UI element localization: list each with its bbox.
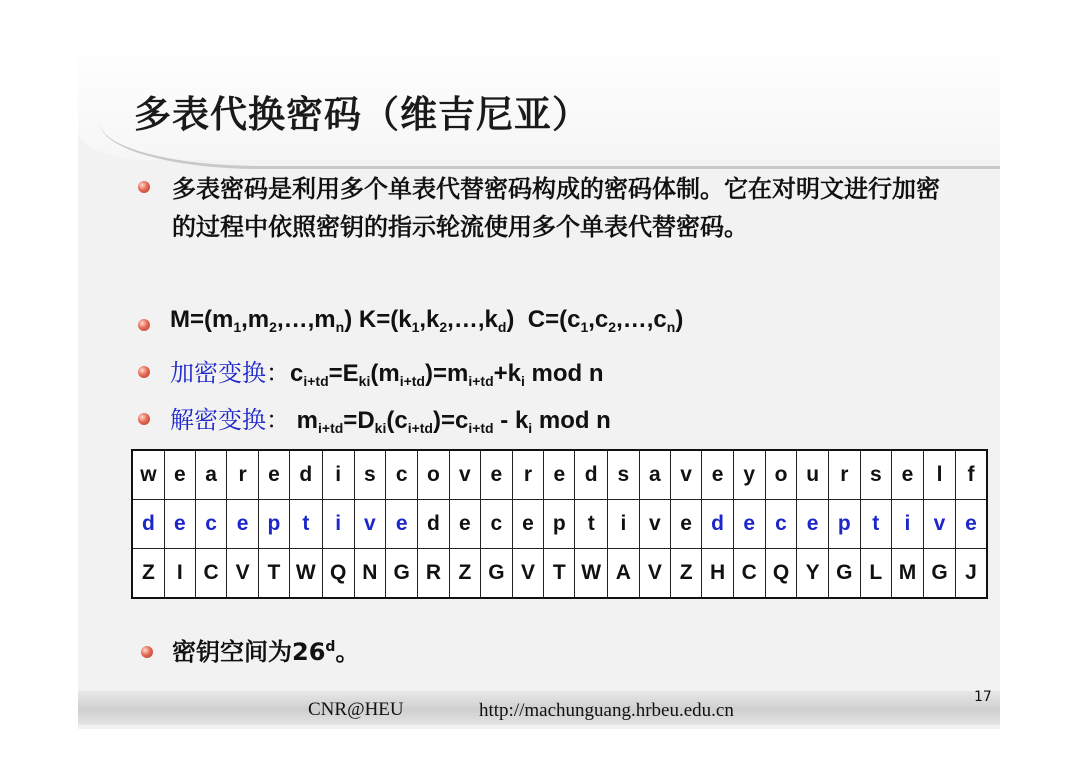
table-cell: i bbox=[608, 500, 640, 549]
page-number: 17 bbox=[974, 689, 992, 705]
table-cell: i bbox=[891, 500, 923, 549]
table-cell: d bbox=[575, 450, 608, 500]
table-cell: r bbox=[828, 450, 860, 500]
intro-paragraph: 多表密码是利用多个单表代替密码构成的密码体制。它在对明文进行加密的过程中依照密钥的指示轮流使用多个单表代替密码。 bbox=[172, 175, 940, 241]
table-cell: e bbox=[702, 450, 734, 500]
bullet-dot-icon bbox=[138, 413, 150, 425]
table-cell: V bbox=[227, 549, 258, 599]
table-cell: e bbox=[733, 500, 765, 549]
table-cell: Z bbox=[449, 549, 480, 599]
table-cell: p bbox=[544, 500, 575, 549]
table-cell: p bbox=[258, 500, 289, 549]
table-cell: u bbox=[797, 450, 828, 500]
table-cell: s bbox=[608, 450, 640, 500]
table-cell: R bbox=[418, 549, 450, 599]
table-cell: t bbox=[860, 500, 891, 549]
table-cell: e bbox=[164, 450, 195, 500]
table-cell: o bbox=[418, 450, 450, 500]
table-cell: G bbox=[924, 549, 956, 599]
table-cell: d bbox=[418, 500, 450, 549]
bullet-dot-icon bbox=[138, 181, 150, 193]
table-cell: V bbox=[639, 549, 670, 599]
params-line bbox=[170, 306, 683, 335]
table-cell: e bbox=[258, 450, 289, 500]
key-row bbox=[132, 500, 987, 549]
footer-org: CNR@HEU bbox=[308, 699, 404, 720]
table-cell: i bbox=[322, 450, 354, 500]
param-m: $M=(m_1,m_2,\dots,m_n)$ bbox=[170, 306, 353, 335]
keyspace-line: 密钥空间为26$^d$。 bbox=[172, 638, 360, 666]
table-cell: t bbox=[289, 500, 322, 549]
table-cell: v bbox=[924, 500, 956, 549]
table-cell: e bbox=[797, 500, 828, 549]
table-cell: i bbox=[322, 500, 354, 549]
table-cell: d bbox=[132, 500, 164, 549]
table-cell: e bbox=[386, 500, 418, 549]
table-cell: G bbox=[480, 549, 512, 599]
table-cell: r bbox=[512, 450, 543, 500]
vigenere-table bbox=[131, 449, 988, 599]
encrypt-formula: $c_{i+td}=E_{ki}(m_{i+td})=m_{i+td}+k_i$ mod n bbox=[290, 360, 604, 389]
table-cell: e bbox=[512, 500, 543, 549]
decrypt-formula: $m_{i+td}=D_{ki}(c_{i+td})=c_{i+td} - k_i$ mod n bbox=[296, 407, 611, 436]
table-cell: l bbox=[924, 450, 956, 500]
table-cell: p bbox=[828, 500, 860, 549]
table-cell: Q bbox=[765, 549, 797, 599]
bullet-dot-icon bbox=[141, 646, 153, 658]
table-cell: e bbox=[671, 500, 702, 549]
table-cell: e bbox=[164, 500, 195, 549]
table-cell: e bbox=[227, 500, 258, 549]
table-cell: C bbox=[195, 549, 227, 599]
table-cell: d bbox=[289, 450, 322, 500]
decrypt-label: 解密变换 bbox=[170, 406, 266, 434]
table-cell: e bbox=[955, 500, 987, 549]
footer-url: http://machunguang.hrbeu.edu.cn bbox=[479, 700, 734, 721]
bullet-dot-icon bbox=[138, 319, 150, 331]
table-cell: T bbox=[258, 549, 289, 599]
table-cell: Y bbox=[797, 549, 828, 599]
table-cell: A bbox=[608, 549, 640, 599]
slide-title: 多表代换密码（维吉尼亚） bbox=[134, 93, 590, 136]
table-cell: H bbox=[702, 549, 734, 599]
table-cell: I bbox=[164, 549, 195, 599]
table-cell: c bbox=[195, 500, 227, 549]
table-cell: V bbox=[512, 549, 543, 599]
table-cell: W bbox=[575, 549, 608, 599]
table-cell: e bbox=[449, 500, 480, 549]
table-cell: M bbox=[891, 549, 923, 599]
table-cell: N bbox=[354, 549, 386, 599]
table-cell: c bbox=[480, 500, 512, 549]
table-cell: c bbox=[386, 450, 418, 500]
table-cell: f bbox=[955, 450, 987, 500]
table-cell: s bbox=[354, 450, 386, 500]
table-cell: W bbox=[289, 549, 322, 599]
table-cell: t bbox=[575, 500, 608, 549]
table-cell: a bbox=[639, 450, 670, 500]
table-cell: r bbox=[227, 450, 258, 500]
param-c: $C=(c_1,c_2,\dots,c_n)$ bbox=[527, 306, 684, 335]
encrypt-label: 加密变换 bbox=[170, 359, 266, 387]
table-cell: T bbox=[544, 549, 575, 599]
table-cell: w bbox=[132, 450, 164, 500]
table-cell: e bbox=[480, 450, 512, 500]
encrypt-line: 加密变换：$c_{i+td}=E_{ki}(m_{i+td})=m_{i+td}+k_i$ mod n bbox=[170, 359, 604, 389]
table-cell: G bbox=[828, 549, 860, 599]
table-cell: e bbox=[544, 450, 575, 500]
table-cell: Q bbox=[322, 549, 354, 599]
decrypt-line: 解密变换： $m_{i+td}=D_{ki}(c_{i+td})=c_{i+td} - k_i$ mod n bbox=[170, 406, 611, 436]
table-cell: y bbox=[733, 450, 765, 500]
table-cell: G bbox=[386, 549, 418, 599]
table-cell: v bbox=[671, 450, 702, 500]
bullet-dot-icon bbox=[138, 366, 150, 378]
table-cell: v bbox=[354, 500, 386, 549]
table-cell: a bbox=[195, 450, 227, 500]
table-cell: o bbox=[765, 450, 797, 500]
table-cell: Z bbox=[132, 549, 164, 599]
param-k: $K=(k_1,k_2,\dots,k_d)$ bbox=[358, 306, 515, 335]
table-cell: L bbox=[860, 549, 891, 599]
plaintext-row bbox=[132, 450, 987, 500]
table-cell: J bbox=[955, 549, 987, 599]
table-cell: d bbox=[702, 500, 734, 549]
table-cell: v bbox=[639, 500, 670, 549]
table-cell: C bbox=[733, 549, 765, 599]
ciphertext-row bbox=[132, 549, 987, 599]
table-cell: v bbox=[449, 450, 480, 500]
table-cell: s bbox=[860, 450, 891, 500]
table-cell: Z bbox=[671, 549, 702, 599]
table-cell: e bbox=[891, 450, 923, 500]
table-cell: c bbox=[765, 500, 797, 549]
